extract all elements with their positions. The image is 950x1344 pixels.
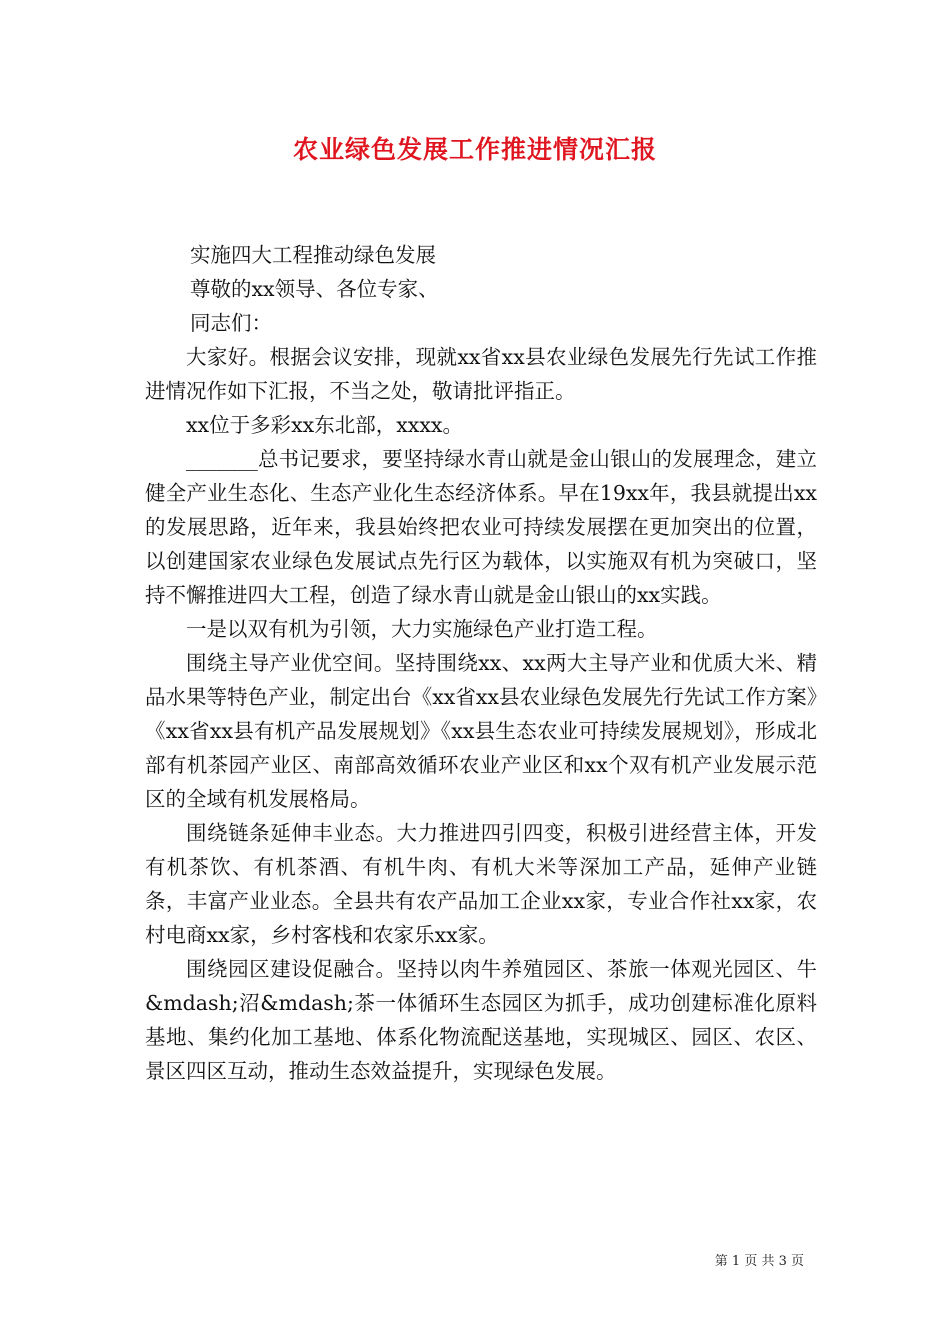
page-number: 第 1 页 共 3 页: [714, 1254, 804, 1269]
section-heading: 一是以双有机为引领，大力实施绿色产业打造工程。: [186, 617, 658, 641]
body-paragraph: 大家好。根据会议安排，现就xx省xx县农业绿色发展先行先试工作推进情况作如下汇报，不当之处，敬请批评指正。: [145, 345, 817, 403]
body-paragraph: 围绕园区建设促融合。坚持以肉牛养殖园区、茶旅一体观光园区、牛&mdash;沼&mdash;茶一体循环生态园区为抓手，成功创建标准化原料基地、集约化加工基地、体系化物流配送基地，实现城区、园区、农区、景区四区互动，推动生态效益提升，实现绿色发展。: [145, 957, 817, 1083]
salutation-paragraph: 尊敬的xx领导、各位专家、: [190, 277, 439, 301]
body-paragraph: _______总书记要求，要坚持绿水青山就是金山银山的发展理念，建立健全产业生态化、生态产业化生态经济体系。早在19xx年，我县就提出xx的发展思路，近年来，我县始终把农业可持续发展摆在更加突出的位置，以创建国家农业绿色发展试点先行区为载体，以实施双有机为突破口，坚持不懈推进四大工程，创造了绿水青山就是金山银山的xx实践。: [145, 447, 817, 607]
document-body: [145, 238, 817, 1088]
body-paragraph: 围绕主导产业优空间。坚持围绕xx、xx两大主导产业和优质大米、精品水果等特色产业，制定出台《xx省xx县农业绿色发展先行先试工作方案》《xx省xx县有机产品发展规划》《xx县生态农业可持续发展规划》，形成北部有机茶园产业区、南部高效循环农业产业区和xx个双有机产业发展示范区的全域有机发展格局。: [145, 651, 817, 811]
document-title: 农业绿色发展工作推进情况汇报: [292, 135, 657, 164]
subtitle-paragraph: 实施四大工程推动绿色发展: [190, 243, 436, 267]
salutation-paragraph: 同志们：: [190, 311, 272, 335]
body-paragraph: 围绕链条延伸丰业态。大力推进四引四变，积极引进经营主体，开发有机茶饮、有机茶酒、有机牛肉、有机大米等深加工产品，延伸产业链条，丰富产业业态。全县共有农产品加工企业xx家，专业合作社xx家，农村电商xx家，乡村客栈和农家乐xx家。: [145, 821, 817, 947]
body-paragraph: xx位于多彩xx东北部，xxxx。: [186, 413, 463, 437]
